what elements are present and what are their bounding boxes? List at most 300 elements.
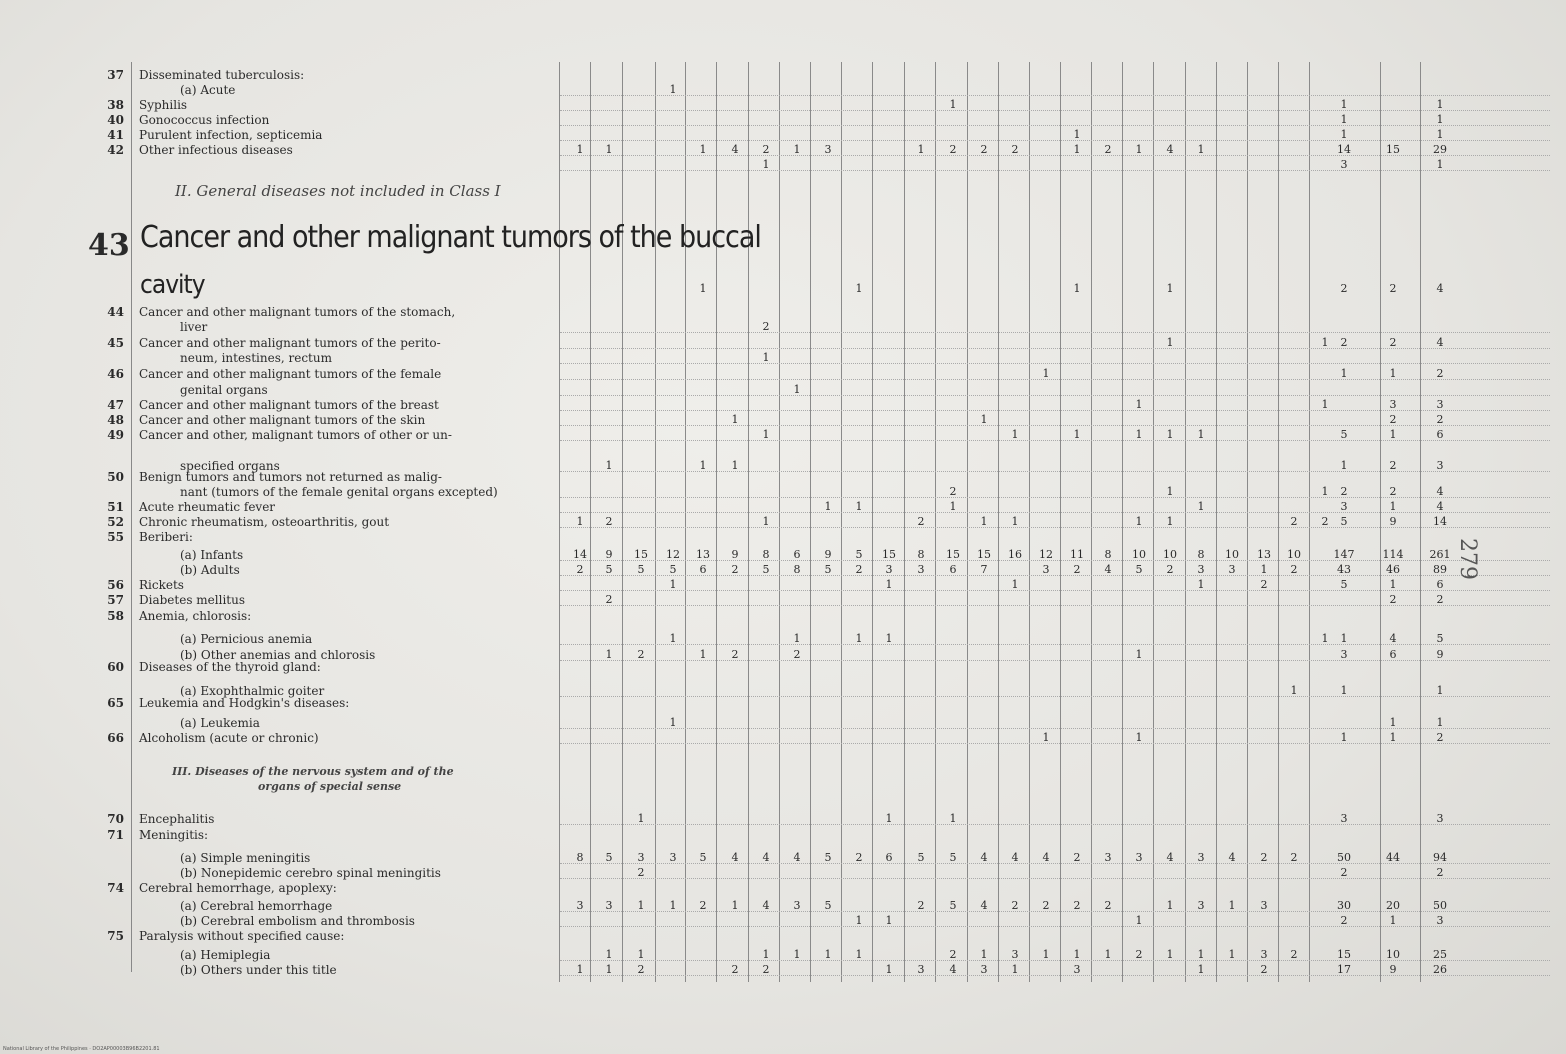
column-rule: [1091, 62, 1092, 982]
data-cell: 5: [1135, 563, 1143, 576]
data-cell: 2: [1011, 143, 1019, 156]
column-rule: [1247, 62, 1248, 982]
row-number: 38: [107, 98, 124, 112]
data-cell: 1: [1436, 98, 1444, 111]
column-rule: [748, 62, 749, 982]
data-cell: 3: [793, 899, 801, 912]
data-cell: 14: [1433, 515, 1447, 528]
data-cell: 2: [1135, 948, 1143, 961]
data-cell: 1: [1340, 128, 1348, 141]
row-number: 75: [107, 929, 124, 943]
row-43-cell: 4: [1436, 282, 1444, 295]
data-cell: 1: [1321, 398, 1329, 411]
data-cell: 1: [762, 515, 770, 528]
data-cell: 2: [1321, 515, 1329, 528]
data-cell: 5: [637, 563, 645, 576]
column-rule: [998, 62, 999, 982]
data-cell: 2: [855, 851, 863, 864]
dot-leader: [560, 110, 1550, 111]
data-cell: 2: [637, 963, 645, 976]
data-cell: 9: [1436, 648, 1444, 661]
data-cell: 2: [855, 563, 863, 576]
row-number: 41: [107, 128, 124, 142]
data-cell: 3: [1436, 914, 1444, 927]
data-cell: 4: [793, 851, 801, 864]
data-cell: 5: [699, 851, 707, 864]
data-cell: 1: [1197, 963, 1205, 976]
row-label: Cancer and other malignant tumors of the stomach,: [139, 305, 456, 319]
row-43-cell: 1: [1073, 282, 1081, 295]
data-cell: 2: [1104, 899, 1112, 912]
data-cell: 9: [1389, 515, 1397, 528]
data-cell: 1: [576, 143, 584, 156]
data-cell: 2: [1260, 578, 1268, 591]
data-cell: 1: [885, 963, 893, 976]
data-cell: 3: [605, 899, 613, 912]
column-rule: [779, 62, 780, 982]
row-label: (b) Cerebral embolism and thrombosis: [180, 914, 415, 928]
data-cell: 2: [793, 648, 801, 661]
data-cell: 5: [762, 563, 770, 576]
data-cell: 2: [1436, 866, 1444, 879]
data-cell: 15: [977, 548, 991, 561]
data-cell: 2: [637, 648, 645, 661]
data-cell: 1: [1011, 578, 1019, 591]
data-cell: 1: [1389, 716, 1397, 729]
data-cell: 8: [1197, 548, 1205, 561]
data-cell: 261: [1429, 548, 1451, 561]
data-cell: 4: [1166, 851, 1174, 864]
data-cell: 1: [885, 914, 893, 927]
data-cell: 5: [1340, 578, 1348, 591]
row-number: 48: [107, 413, 124, 427]
row-label: Paralysis without specified cause:: [139, 929, 345, 943]
data-cell: 2: [1436, 593, 1444, 606]
data-cell: 3: [1389, 398, 1397, 411]
data-cell: 4: [1389, 632, 1397, 645]
column-rule: [935, 62, 936, 982]
data-cell: 1: [762, 351, 770, 364]
row-label: (a) Exophthalmic goiter: [180, 684, 325, 698]
data-cell: 1: [1436, 684, 1444, 697]
data-cell: 1: [980, 948, 988, 961]
data-cell: 2: [731, 648, 739, 661]
data-cell: 1: [1073, 948, 1081, 961]
column-rule: [1185, 62, 1186, 982]
data-cell: 1: [1042, 948, 1050, 961]
data-cell: 3: [1340, 500, 1348, 513]
data-cell: 4: [762, 851, 770, 864]
column-rule: [841, 62, 842, 982]
data-cell: 1: [824, 500, 832, 513]
dot-leader: [560, 170, 1550, 171]
row-number: 40: [107, 113, 124, 127]
data-cell: 2: [1073, 899, 1081, 912]
data-cell: 3: [1197, 899, 1205, 912]
row-label: specified organs: [180, 459, 280, 473]
row-label: (b) Others under this title: [180, 963, 337, 977]
column-rule: [655, 62, 656, 982]
data-cell: 1: [699, 648, 707, 661]
data-cell: 1: [605, 459, 613, 472]
data-cell: 5: [605, 851, 613, 864]
column-rule: [872, 62, 873, 982]
row-number: 52: [107, 515, 124, 529]
row-label: (b) Other anemias and chlorosis: [180, 648, 376, 662]
data-cell: 2: [1340, 866, 1348, 879]
data-cell: 5: [1340, 515, 1348, 528]
data-cell: 1: [1340, 113, 1348, 126]
data-cell: 3: [917, 563, 925, 576]
data-cell: 1: [793, 383, 801, 396]
data-cell: 2: [576, 563, 584, 576]
row-number: 66: [107, 731, 124, 745]
row-number: 44: [107, 305, 124, 319]
data-cell: 2: [1436, 731, 1444, 744]
data-cell: 4: [1011, 851, 1019, 864]
data-cell: 1: [1389, 367, 1397, 380]
dot-leader: [560, 824, 1550, 825]
data-cell: 9: [824, 548, 832, 561]
data-cell: 26: [1433, 963, 1447, 976]
data-cell: 1: [1228, 948, 1236, 961]
data-cell: 11: [1070, 548, 1084, 561]
data-cell: 8: [576, 851, 584, 864]
data-cell: 1: [637, 948, 645, 961]
data-cell: 50: [1433, 899, 1447, 912]
row-label: Disseminated tuberculosis:: [139, 68, 305, 82]
row-label: Chronic rheumatism, osteoarthritis, gout: [139, 515, 390, 529]
data-cell: 1: [1321, 336, 1329, 349]
data-cell: 2: [605, 593, 613, 606]
data-cell: 1: [1389, 500, 1397, 513]
data-cell: 2: [980, 143, 988, 156]
data-cell: 1: [1073, 128, 1081, 141]
data-cell: 2: [1340, 914, 1348, 927]
data-cell: 50: [1337, 851, 1351, 864]
data-cell: 10: [1163, 548, 1177, 561]
data-cell: 5: [855, 548, 863, 561]
data-cell: 13: [696, 548, 710, 561]
data-cell: 1: [1135, 731, 1143, 744]
data-cell: 2: [1389, 593, 1397, 606]
data-cell: 3: [1436, 398, 1444, 411]
data-cell: 147: [1333, 548, 1355, 561]
data-cell: 89: [1433, 563, 1447, 576]
data-cell: 1: [1197, 578, 1205, 591]
data-cell: 2: [1073, 563, 1081, 576]
footer-credit: National Library of the Philippines · DO2AP00003B96B2201.81: [3, 1046, 160, 1052]
data-cell: 2: [1389, 336, 1397, 349]
data-cell: 2: [1340, 336, 1348, 349]
column-separator: [131, 62, 132, 972]
data-cell: 1: [669, 578, 677, 591]
row-43-cell: 2: [1340, 282, 1348, 295]
data-cell: 1: [1166, 515, 1174, 528]
data-cell: 1: [980, 413, 988, 426]
row-number: 60: [107, 660, 124, 674]
data-cell: 1: [669, 632, 677, 645]
data-cell: 1: [605, 143, 613, 156]
data-cell: 6: [1389, 648, 1397, 661]
dot-leader: [560, 140, 1550, 141]
data-cell: 17: [1337, 963, 1351, 976]
data-cell: 1: [793, 632, 801, 645]
data-cell: 4: [980, 899, 988, 912]
data-cell: 16: [1008, 548, 1022, 561]
data-cell: 3: [1104, 851, 1112, 864]
data-cell: 1: [1436, 113, 1444, 126]
row-43-cell: 2: [1389, 282, 1397, 295]
data-cell: 1: [980, 515, 988, 528]
data-cell: 1: [1321, 485, 1329, 498]
data-cell: 2: [917, 899, 925, 912]
row-label: (a) Leukemia: [180, 716, 260, 730]
data-cell: 2: [762, 320, 770, 333]
data-cell: 2: [917, 515, 925, 528]
data-cell: 2: [1290, 851, 1298, 864]
data-cell: 4: [1228, 851, 1236, 864]
data-cell: 4: [762, 899, 770, 912]
data-cell: 4: [980, 851, 988, 864]
data-cell: 1: [669, 83, 677, 96]
dot-leader: [560, 95, 1550, 96]
column-rule: [904, 62, 905, 982]
data-cell: 6: [949, 563, 957, 576]
row-label: Rickets: [139, 578, 184, 592]
data-cell: 3: [980, 963, 988, 976]
data-cell: 3: [669, 851, 677, 864]
row-label: Purulent infection, septicemia: [139, 128, 323, 142]
section-heading-class-3-line2: organs of special sense: [258, 780, 402, 793]
data-cell: 1: [637, 812, 645, 825]
row-label: Anemia, chlorosis:: [139, 609, 252, 623]
data-cell: 1: [1166, 336, 1174, 349]
data-cell: 3: [1340, 648, 1348, 661]
data-cell: 1: [855, 914, 863, 927]
data-cell: 3: [1073, 963, 1081, 976]
data-cell: 3: [1260, 899, 1268, 912]
row-label: Beriberi:: [139, 530, 193, 544]
row-label: Gonococcus infection: [139, 113, 270, 127]
data-cell: 6: [699, 563, 707, 576]
data-cell: 13: [1257, 548, 1271, 561]
data-cell: 1: [1011, 428, 1019, 441]
row-number: 37: [107, 68, 124, 82]
data-cell: 5: [605, 563, 613, 576]
data-cell: 1: [1135, 648, 1143, 661]
data-cell: 8: [1104, 548, 1112, 561]
column-rule: [810, 62, 811, 982]
data-cell: 2: [762, 963, 770, 976]
data-cell: 1: [1011, 963, 1019, 976]
column-rule: [1216, 62, 1217, 982]
row-number: 51: [107, 500, 124, 514]
data-cell: 1: [1389, 578, 1397, 591]
row-number: 56: [107, 578, 124, 592]
row-label: nant (tumors of the female genital organs excepted): [180, 485, 498, 499]
data-cell: 3: [1340, 812, 1348, 825]
data-cell: 2: [1042, 899, 1050, 912]
data-cell: 1: [949, 812, 957, 825]
column-rule: [1309, 62, 1310, 982]
data-cell: 1: [1340, 684, 1348, 697]
data-cell: 1: [669, 716, 677, 729]
data-cell: 1: [637, 899, 645, 912]
dot-leader: [560, 696, 1550, 697]
row-label: (b) Adults: [180, 563, 240, 577]
data-cell: 2: [699, 899, 707, 912]
data-cell: 1: [762, 948, 770, 961]
row-number: 65: [107, 696, 124, 710]
data-cell: 1: [669, 899, 677, 912]
data-cell: 1: [1197, 428, 1205, 441]
data-cell: 1: [885, 578, 893, 591]
row-number: 57: [107, 593, 124, 607]
row-label: Alcoholism (acute or chronic): [139, 731, 319, 745]
data-cell: 10: [1386, 948, 1400, 961]
data-cell: 1: [885, 632, 893, 645]
column-rule: [967, 62, 968, 982]
data-cell: 3: [1042, 563, 1050, 576]
row-label: (a) Hemiplegia: [180, 948, 271, 962]
data-cell: 25: [1433, 948, 1447, 961]
data-cell: 1: [1197, 143, 1205, 156]
data-cell: 14: [1337, 143, 1351, 156]
data-cell: 2: [1436, 367, 1444, 380]
data-cell: 1: [576, 963, 584, 976]
data-cell: 3: [1260, 948, 1268, 961]
row-number: 70: [107, 812, 124, 826]
row-number: 45: [107, 336, 124, 350]
data-cell: 1: [855, 948, 863, 961]
row-label: (b) Nonepidemic cerebro spinal meningitis: [180, 866, 441, 880]
row-label: Meningitis:: [139, 828, 209, 842]
data-cell: 2: [731, 963, 739, 976]
data-cell: 1: [1340, 459, 1348, 472]
data-cell: 46: [1386, 563, 1400, 576]
row-43-cell: 1: [699, 282, 707, 295]
data-cell: 2: [949, 143, 957, 156]
data-cell: 3: [885, 563, 893, 576]
data-cell: 1: [1389, 428, 1397, 441]
row-label: Cancer and other malignant tumors of the breast: [139, 398, 439, 412]
data-cell: 10: [1225, 548, 1239, 561]
data-cell: 10: [1287, 548, 1301, 561]
row-label: Diabetes mellitus: [139, 593, 245, 607]
data-cell: 2: [1166, 563, 1174, 576]
data-cell: 1: [1321, 632, 1329, 645]
data-cell: 20: [1386, 899, 1400, 912]
data-cell: 15: [1337, 948, 1351, 961]
row-label: Cancer and other malignant tumors of the perito-: [139, 336, 441, 350]
data-cell: 2: [605, 515, 613, 528]
row-label: (a) Infants: [180, 548, 244, 562]
row-number: 74: [107, 881, 124, 895]
data-cell: 1: [1042, 367, 1050, 380]
data-cell: 1: [1290, 684, 1298, 697]
data-cell: 2: [731, 563, 739, 576]
row-label-43-line1: Cancer and other malignant tumors of the buccal: [140, 220, 761, 255]
data-cell: 1: [855, 500, 863, 513]
data-cell: 2: [1073, 851, 1081, 864]
row-number: 46: [107, 367, 124, 381]
section-heading-class-3-line1: III. Diseases of the nervous system and of the: [172, 765, 454, 778]
data-cell: 2: [1340, 485, 1348, 498]
data-cell: 2: [1260, 963, 1268, 976]
dot-leader: [560, 332, 1550, 333]
data-cell: 1: [1135, 143, 1143, 156]
row-label: Benign tumors and tumors not returned as malig-: [139, 470, 442, 484]
data-cell: 3: [917, 963, 925, 976]
data-cell: 5: [1340, 428, 1348, 441]
data-cell: 15: [946, 548, 960, 561]
data-cell: 1: [885, 812, 893, 825]
data-cell: 1: [949, 98, 957, 111]
data-cell: 1: [1197, 500, 1205, 513]
data-cell: 5: [917, 851, 925, 864]
row-label: (a) Pernicious anemia: [180, 632, 313, 646]
column-rule: [1278, 62, 1279, 982]
data-cell: 6: [1436, 428, 1444, 441]
data-cell: 1: [1135, 515, 1143, 528]
data-cell: 1: [1436, 158, 1444, 171]
data-cell: 3: [1135, 851, 1143, 864]
data-cell: 6: [885, 851, 893, 864]
data-cell: 1: [1135, 398, 1143, 411]
column-rule: [1060, 62, 1061, 982]
data-cell: 5: [669, 563, 677, 576]
data-cell: 1: [1166, 428, 1174, 441]
data-cell: 8: [762, 548, 770, 561]
data-cell: 5: [824, 563, 832, 576]
data-cell: 4: [1436, 500, 1444, 513]
dot-leader: [560, 878, 1550, 879]
row-number: 47: [107, 398, 124, 412]
data-cell: 1: [605, 963, 613, 976]
data-cell: 2: [1260, 851, 1268, 864]
data-cell: 15: [882, 548, 896, 561]
data-cell: 4: [1042, 851, 1050, 864]
row-label: Cancer and other malignant tumors of the female: [139, 367, 442, 381]
data-cell: 2: [1389, 413, 1397, 426]
data-cell: 2: [949, 485, 957, 498]
row-label: Cancer and other malignant tumors of the skin: [139, 413, 426, 427]
data-cell: 1: [917, 143, 925, 156]
data-cell: 94: [1433, 851, 1447, 864]
data-cell: 14: [573, 548, 587, 561]
data-cell: 2: [762, 143, 770, 156]
data-cell: 4: [1166, 143, 1174, 156]
data-cell: 2: [1290, 515, 1298, 528]
data-cell: 8: [917, 548, 925, 561]
data-cell: 1: [762, 158, 770, 171]
row-number: 49: [107, 428, 124, 442]
row-label: (a) Acute: [180, 83, 236, 97]
row-43-cell: 1: [855, 282, 863, 295]
data-cell: 2: [1104, 143, 1112, 156]
data-cell: 1: [855, 632, 863, 645]
data-cell: 29: [1433, 143, 1447, 156]
data-cell: 1: [1340, 367, 1348, 380]
data-cell: 3: [576, 899, 584, 912]
data-cell: 6: [793, 548, 801, 561]
data-cell: 8: [793, 563, 801, 576]
data-cell: 3: [637, 851, 645, 864]
row-label: Encephalitis: [139, 812, 215, 826]
data-cell: 1: [699, 459, 707, 472]
data-cell: 4: [1436, 485, 1444, 498]
